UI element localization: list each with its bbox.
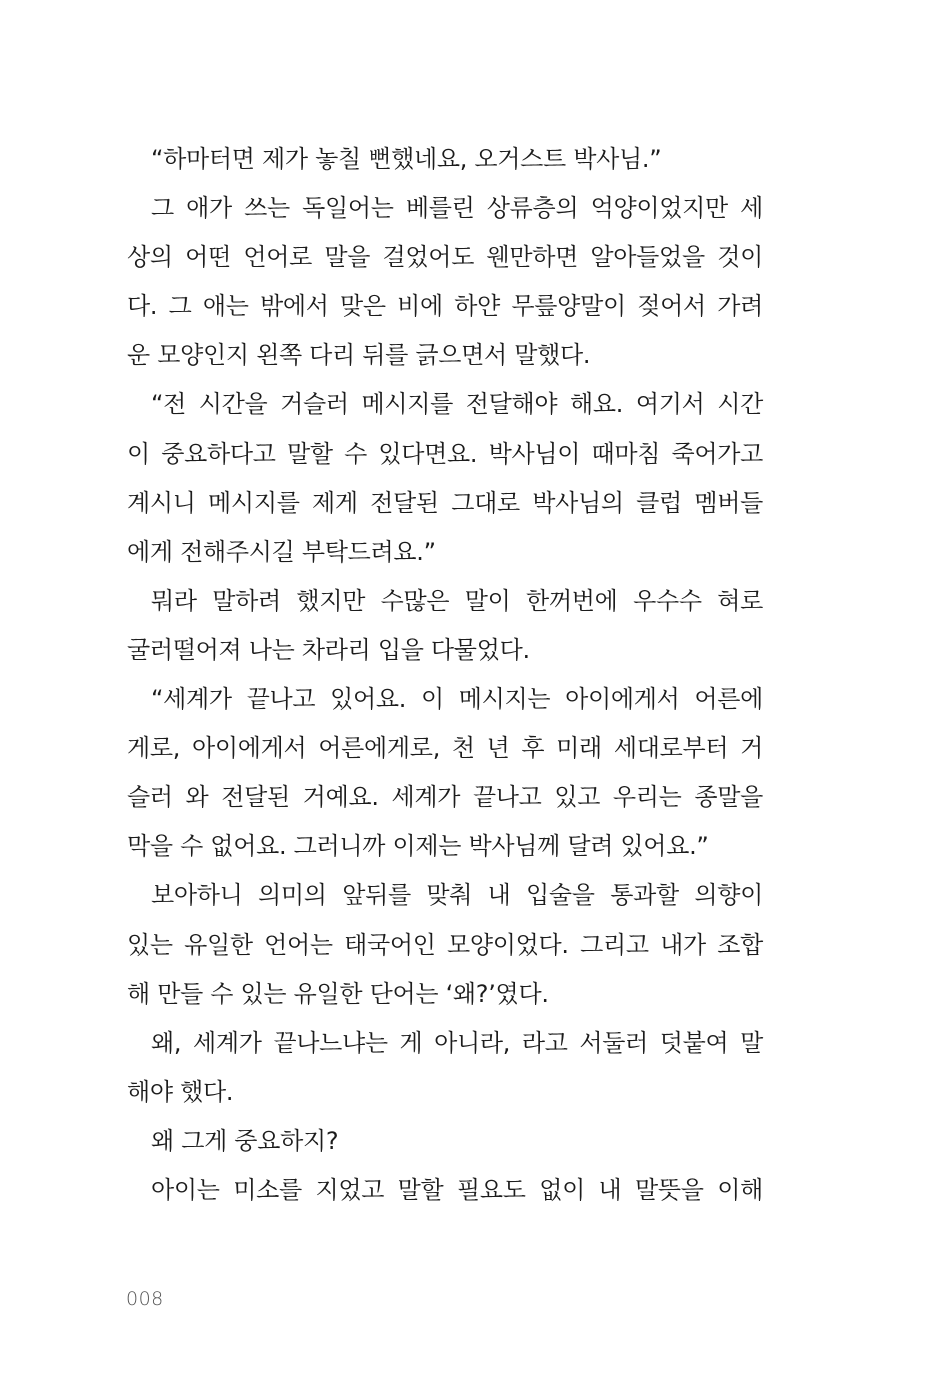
text-line: 왜, 세계가 끝나느냐는 게 아니라, 라고 서둘러 덧붙여 말 [151, 1028, 763, 1057]
text-line: 이 중요하다고 말할 수 있다면요. 박사님이 때마침 죽어가고 [127, 439, 763, 468]
text-line: 있는 유일한 언어는 태국어인 모양이었다. 그리고 내가 조합 [127, 930, 763, 959]
text-line: 굴러떨어져 나는 차라리 입을 다물었다. [127, 635, 530, 664]
text-line: 아이는 미소를 지었고 말할 필요도 없이 내 말뜻을 이해 [151, 1175, 763, 1204]
text-line: 슬러 와 전달된 거예요. 세계가 끝나고 있고 우리는 종말을 [127, 783, 763, 812]
text-line: 막을 수 없어요. 그러니까 이제는 박사님께 달려 있어요.” [127, 832, 709, 861]
text-line: 해야 했다. [127, 1077, 234, 1106]
page-number: 008 [126, 1288, 164, 1310]
text-line: 왜 그게 중요하지? [151, 1126, 339, 1155]
text-line: “세계가 끝나고 있어요. 이 메시지는 아이에게서 어른에 [151, 685, 763, 714]
text-line: “전 시간을 거슬러 메시지를 전달해야 해요. 여기서 시간 [151, 390, 763, 419]
text-line: 에게 전해주시길 부탁드려요.” [127, 537, 436, 566]
body-text [127, 135, 763, 1215]
text-line: “하마터면 제가 놓칠 뻔했네요, 오거스트 박사님.” [151, 145, 662, 173]
text-line: 그 애가 쓰는 독일어는 베를린 상류층의 억양이었지만 세 [151, 194, 763, 223]
text-line: 뭐라 말하려 했지만 수많은 말이 한꺼번에 우수수 혀로 [151, 586, 763, 615]
text-line: 상의 어떤 언어로 말을 걸었어도 웬만하면 알아들었을 것이 [127, 243, 763, 272]
text-line: 운 모양인지 왼쪽 다리 뒤를 긁으면서 말했다. [127, 341, 591, 370]
text-line: 계시니 메시지를 제게 전달된 그대로 박사님의 클럽 멤버들 [127, 488, 763, 517]
text-line: 게로, 아이에게서 어른에게로, 천 년 후 미래 세대로부터 거 [127, 734, 763, 763]
text-line: 보아하니 의미의 앞뒤를 맞춰 내 입술을 통과할 의향이 [151, 881, 763, 910]
text-line: 다. 그 애는 밖에서 맞은 비에 하얀 무릎양말이 젖어서 가려 [127, 292, 763, 321]
text-line: 해 만들 수 있는 유일한 단어는 ‘왜?’였다. [127, 979, 549, 1008]
